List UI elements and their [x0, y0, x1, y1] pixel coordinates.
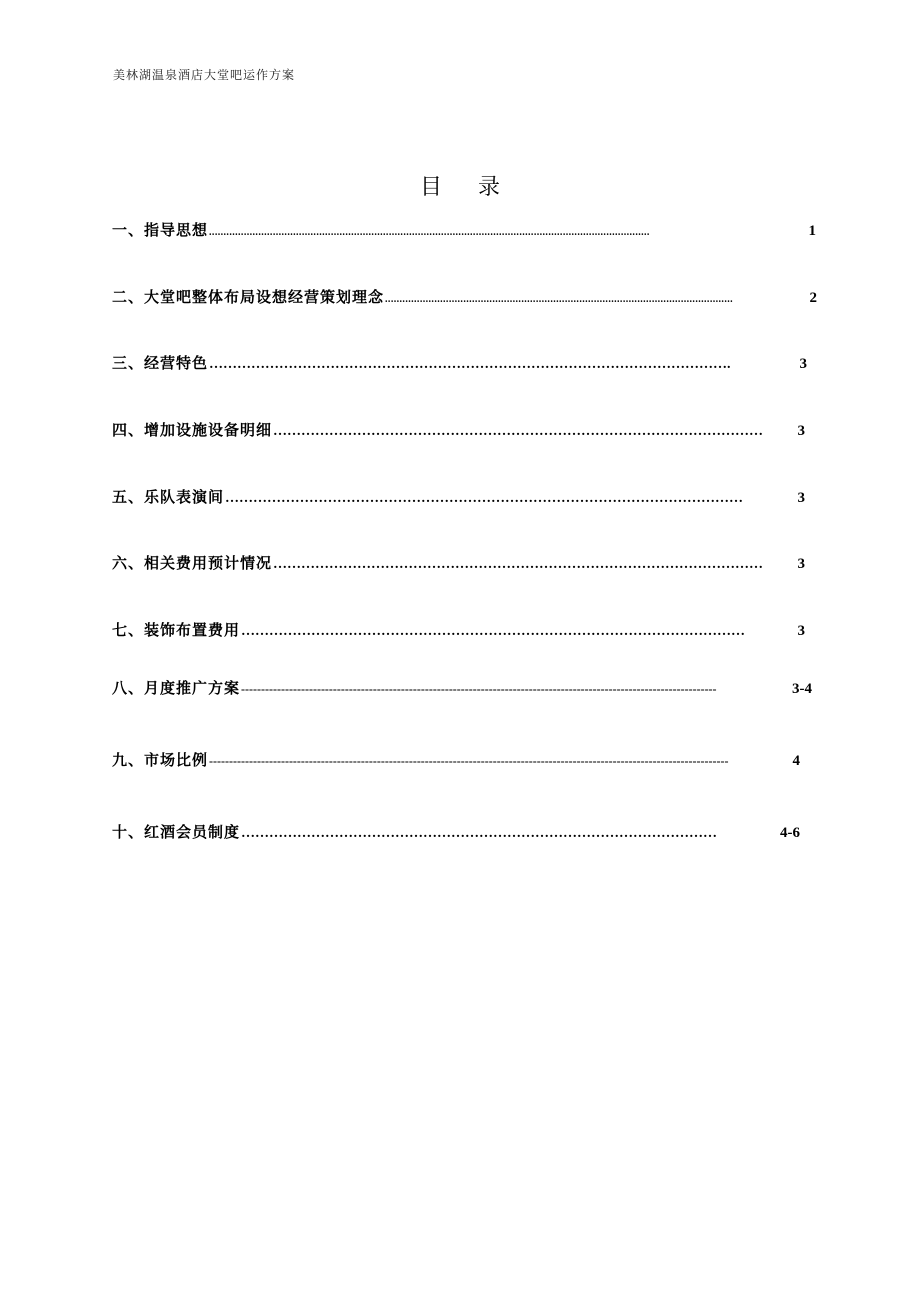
- toc-entry-leader: ………………………………………………………………………………………………: [241, 624, 746, 639]
- toc-entry-page: 3: [797, 623, 805, 639]
- toc-entry-1[interactable]: [112, 219, 816, 241]
- toc-entry-7[interactable]: [112, 619, 805, 641]
- toc-entry-leader: ----------------------------------------------------------------------------------------------------------------------------------: [209, 754, 729, 768]
- toc-entry-leader: ........................................................................................................................................................: [209, 227, 650, 238]
- toc-entry-label: 九、市场比例: [112, 751, 209, 769]
- toc-entry-label: 七、装饰布置费用: [112, 621, 241, 639]
- toc-entry-label: 五、乐队表演间: [112, 488, 225, 506]
- toc-title-char-1: 目: [419, 175, 442, 200]
- toc-entry-8[interactable]: [112, 677, 812, 699]
- toc-title: [0, 170, 920, 201]
- toc-entry-page: 3: [797, 490, 805, 506]
- toc-entry-page: 1: [808, 223, 816, 239]
- toc-title-char-2: 录: [478, 175, 501, 200]
- toc-entry-leader: ........................................................................................................................: [385, 294, 734, 305]
- toc-entry-page: 3: [797, 556, 805, 572]
- toc-entry-page: 3: [797, 423, 805, 439]
- toc-entry-leader: ……………………………………………………………………………………………: [273, 557, 764, 572]
- toc-entry-leader: ……………………………………………………………………………………………: [273, 424, 764, 439]
- toc-entry-9[interactable]: [112, 749, 800, 771]
- toc-entry-6[interactable]: [112, 552, 805, 574]
- toc-entry-leader: ………………………………………………………………………………………………….: [209, 357, 731, 372]
- toc-entry-4[interactable]: [112, 419, 805, 441]
- toc-entry-label: 一、指导思想: [112, 221, 209, 239]
- toc-entry-page: 4: [792, 753, 800, 769]
- toc-entry-leader: …………………………………………………………………………………………: [241, 826, 718, 841]
- toc-entry-leader: -----------------------------------------------------------------------------------------------------------------------: [241, 682, 717, 696]
- toc-entry-label: 八、月度推广方案: [112, 679, 241, 697]
- toc-entry-page: 3-4: [792, 681, 812, 697]
- toc-entry-leader: …………………………………………………………………………………………………: [225, 491, 744, 506]
- toc-entry-label: 六、相关费用预计情况: [112, 554, 273, 572]
- toc-entry-label: 三、经营特色: [112, 354, 209, 372]
- page-header: 美林湖温泉酒店大堂吧运作方案: [113, 68, 296, 82]
- toc-entry-label: 四、增加设施设备明细: [112, 421, 273, 439]
- toc-entry-label: 二、大堂吧整体布局设想经营策划理念: [112, 288, 385, 306]
- toc-entry-10[interactable]: [112, 821, 800, 843]
- toc-entry-label: 十、红酒会员制度: [112, 823, 241, 841]
- toc-entry-3[interactable]: [112, 352, 807, 374]
- toc-entry-2[interactable]: [112, 286, 817, 308]
- toc-entry-page: 2: [809, 290, 817, 306]
- toc-entry-page: 4-6: [780, 825, 800, 841]
- toc-entry-page: 3: [799, 356, 807, 372]
- toc-entry-5[interactable]: [112, 486, 805, 508]
